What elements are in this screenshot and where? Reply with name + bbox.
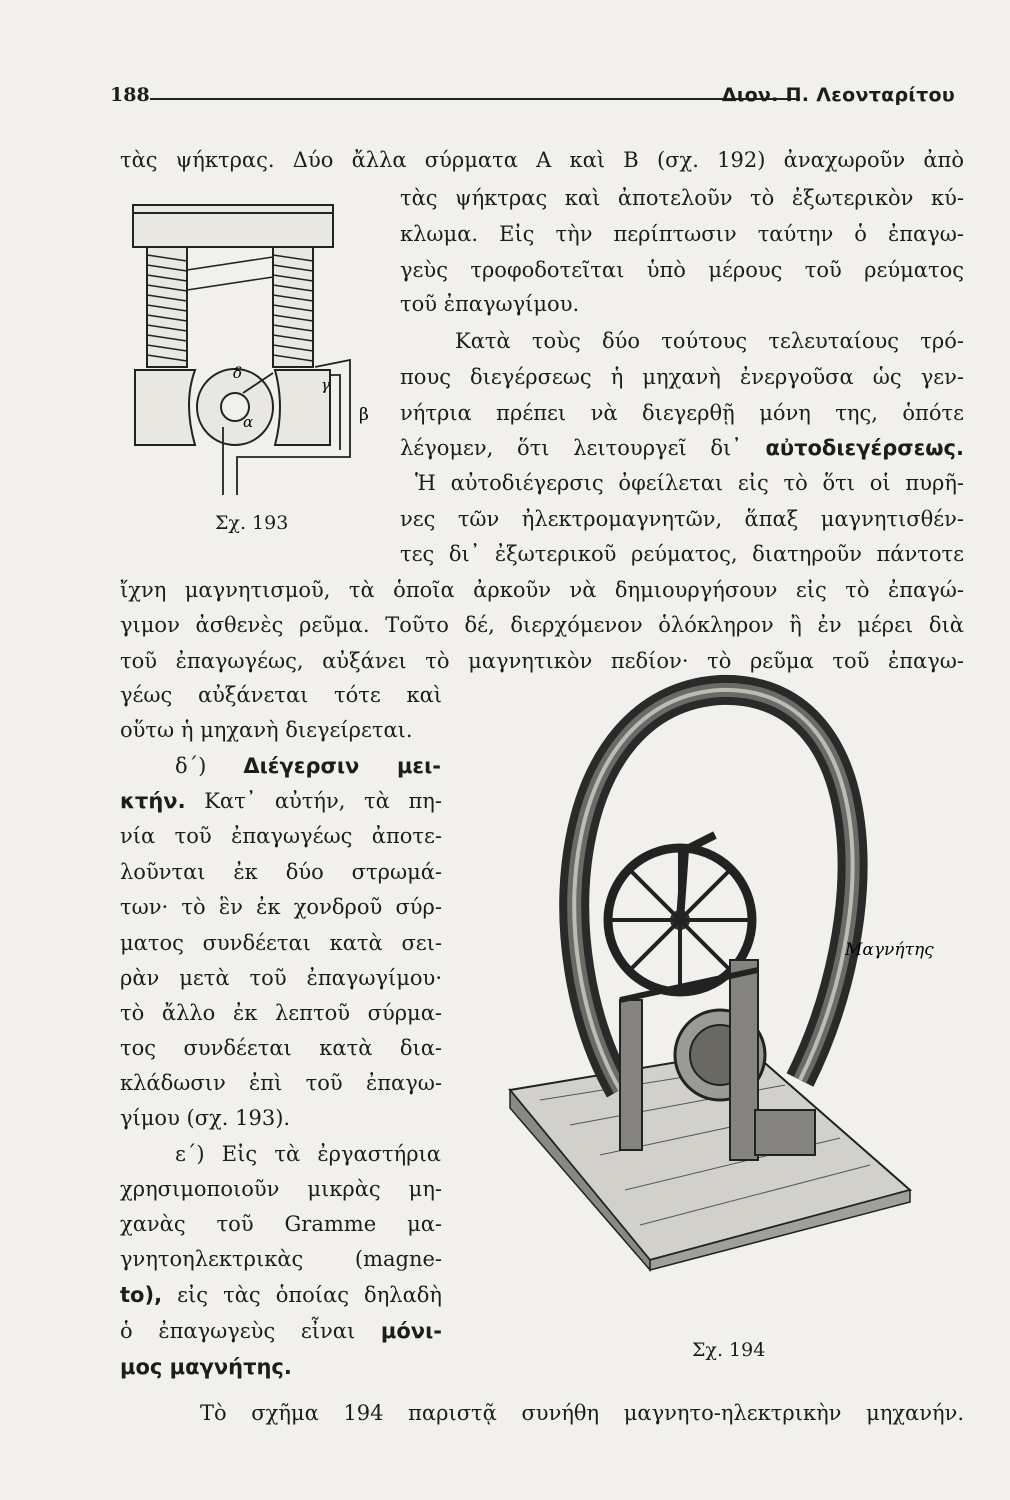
bold-term: αὐτοδιεγέρσεως.	[765, 436, 964, 460]
text-line: οὕτω ἡ μηχανὴ διεγείρεται.	[120, 718, 413, 742]
text-line: τοῦ ἐπαγωγίμου.	[400, 292, 580, 316]
text-line: τὸ ἄλλο ἐκ λεπτοῦ σύρμα-	[120, 1001, 442, 1025]
label-alpha: α	[243, 413, 254, 431]
page-number: 188	[110, 84, 150, 106]
text-line: πους διεγέρσεως ἡ μηχανὴ ἐνεργοῦσα ὡς γεν-	[400, 365, 964, 389]
running-title: Διον. Π. Λεονταρίτου	[721, 84, 955, 106]
text-line: λοῦνται ἐκ δύο στρωμά-	[120, 860, 442, 884]
dynamo-schematic	[125, 195, 390, 500]
label-beta: β	[359, 405, 369, 425]
magnet-label: Μαγνήτης	[845, 940, 934, 960]
text-line: γιμον ἀσθενὲς ρεῦμα. Τοῦτο δέ, διερχόμενον ὁλόκληρον ἢ ἐν μέρει διὰ	[120, 613, 964, 637]
text-line: τες δι᾽ ἐξωτερικοῦ ρεύματος, διατηροῦν πάντοτε	[400, 542, 964, 566]
figure-193-caption: Σχ. 193	[215, 512, 289, 534]
text-line: ματος συνδέεται κατὰ σει-	[120, 931, 442, 955]
text-line: ρὰν μετὰ τοῦ ἐπαγωγίμου·	[120, 966, 442, 990]
text-span: εἰς τὰς ὁποίας δηλαδὴ	[177, 1283, 442, 1307]
text-line: χρησιμοποιοῦν μικρὰς μη-	[120, 1177, 442, 1201]
page-header	[110, 84, 955, 114]
text-line: χανὰς τοῦ Gramme μα-	[120, 1212, 442, 1236]
bold-term: μόνι-	[380, 1319, 442, 1343]
text-line: ἴχνη μαγνητισμοῦ, τὰ ὁποῖα ἀρκοῦν νὰ δημιουργήσουν εἰς τὸ ἐπαγώ-	[120, 578, 964, 602]
text-line: των· τὸ ἓν ἐκ χονδροῦ σύρ-	[120, 895, 442, 919]
text-line: τὰς ψήκτρας. Δύο ἄλλα σύρματα Α καὶ Β (σχ. 192) ἀναχωροῦν ἀπὸ	[120, 148, 964, 172]
text-line: νία τοῦ ἐπαγωγέως ἀποτε-	[120, 824, 442, 848]
text-line	[175, 753, 441, 779]
text-line: νήτρια πρέπει νὰ διεγερθῇ μόνη της, ὁπότε	[400, 401, 964, 425]
figure-193	[125, 195, 390, 500]
text-line: κλάδωσιν ἐπὶ τοῦ ἐπαγω-	[120, 1071, 442, 1095]
text-line: γίμου (σχ. 193).	[120, 1106, 291, 1130]
text-span: Κατ᾽ αὐτήν, τὰ πη-	[204, 789, 442, 813]
text-line	[120, 1282, 442, 1308]
magneto-machine-engraving	[500, 670, 934, 1270]
text-line: Ἡ αὐτοδιέγερσις ὀφείλεται εἰς τὸ ὅτι οἱ πυρῆ-	[415, 471, 964, 495]
text-span: ὁ ἐπαγωγεὺς εἶναι	[120, 1319, 356, 1343]
text-line: ε´) Εἰς τὰ ἐργαστήρια	[175, 1142, 441, 1166]
text-line: γεὺς τροφοδοτεῖται ὑπὸ μέρους τοῦ ρεύματος	[400, 258, 964, 282]
figure-194	[500, 670, 934, 1270]
header-rule	[150, 98, 800, 100]
text-line: τοῦ ἐπαγωγέως, αὐξάνει τὸ μαγνητικὸν πεδίον· τὸ ρεῦμα τοῦ ἐπαγω-	[120, 649, 964, 673]
text-line	[120, 788, 442, 814]
text-span: δ´)	[175, 754, 207, 778]
text-span: λέγομεν, ὅτι λειτουργεῖ δι᾽	[400, 436, 742, 460]
figure-194-caption: Σχ. 194	[692, 1339, 766, 1361]
bold-term: Διέγερσιν μει-	[243, 754, 441, 778]
text-line: γέως αὐξάνεται τότε καὶ	[120, 683, 442, 707]
text-line	[400, 435, 964, 461]
label-gamma: γ	[321, 376, 330, 394]
text-line	[120, 1318, 442, 1344]
text-line: τος συνδέεται κατὰ δια-	[120, 1036, 442, 1060]
text-line: γνητοηλεκτρικὰς (magne-	[120, 1247, 442, 1271]
text-line: μος μαγνήτης.	[120, 1355, 292, 1379]
bold-term: κτήν.	[120, 789, 186, 813]
text-line: τὰς ψήκτρας καὶ ἀποτελοῦν τὸ ἐξωτερικὸν κύ-	[400, 186, 964, 210]
text-line: Τὸ σχῆμα 194 παριστᾷ συνήθη μαγνητο-ηλεκτρικὴν μηχανήν.	[200, 1401, 964, 1425]
bold-term: to),	[120, 1283, 163, 1307]
text-line: κλωμα. Εἰς τὴν περίπτωσιν ταύτην ὁ ἐπαγω-	[400, 222, 964, 246]
text-line: νες τῶν ἠλεκτρομαγνητῶν, ἅπαξ μαγνητισθέν-	[400, 507, 964, 531]
text-line: Κατὰ τοὺς δύο τούτους τελευταίους τρό-	[455, 329, 964, 353]
label-delta: δ	[233, 364, 243, 382]
